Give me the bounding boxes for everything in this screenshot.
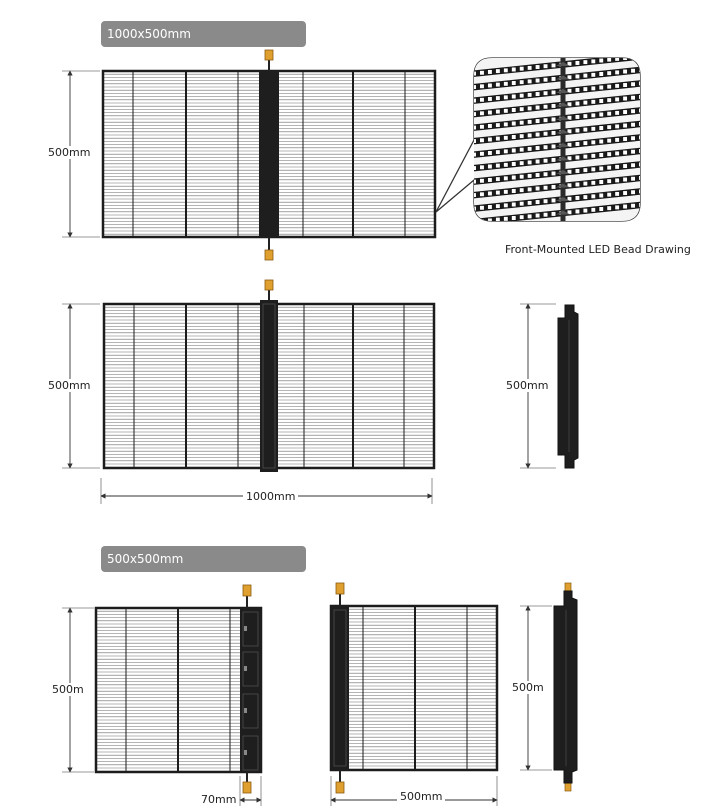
connector-bl-upper	[243, 585, 251, 608]
connector-br-upper	[336, 583, 344, 606]
section-title-500x500: 500x500mm	[101, 546, 306, 572]
width-label-mid: 1000mm	[243, 490, 298, 503]
height-label-mid: 500mm	[48, 379, 91, 392]
height-label-bottom-left: 500m	[52, 683, 84, 696]
offset-label-bottom: 70mm	[201, 793, 237, 806]
panel-bottom-right-front	[331, 606, 497, 770]
led-bead-detail-callout	[436, 54, 645, 225]
section-title-1000x500: 1000x500mm	[101, 21, 306, 47]
connector-top-upper	[265, 50, 273, 71]
connector-mid-upper	[265, 280, 273, 300]
height-label-bottom-right: 500m	[512, 681, 544, 694]
connector-br-lower	[336, 770, 344, 793]
height-label-side-mid: 500mm	[506, 379, 549, 392]
width-label-bottom: 500mm	[397, 790, 445, 803]
panel-mid-front	[104, 300, 434, 472]
panel-bottom-left-front	[96, 608, 261, 772]
panel-top-front	[103, 71, 435, 237]
led-bead-caption: Front-Mounted LED Bead Drawing	[505, 243, 691, 256]
height-label-top: 500mm	[48, 146, 91, 159]
connector-top-lower	[265, 237, 273, 260]
connector-bl-lower	[243, 772, 251, 793]
